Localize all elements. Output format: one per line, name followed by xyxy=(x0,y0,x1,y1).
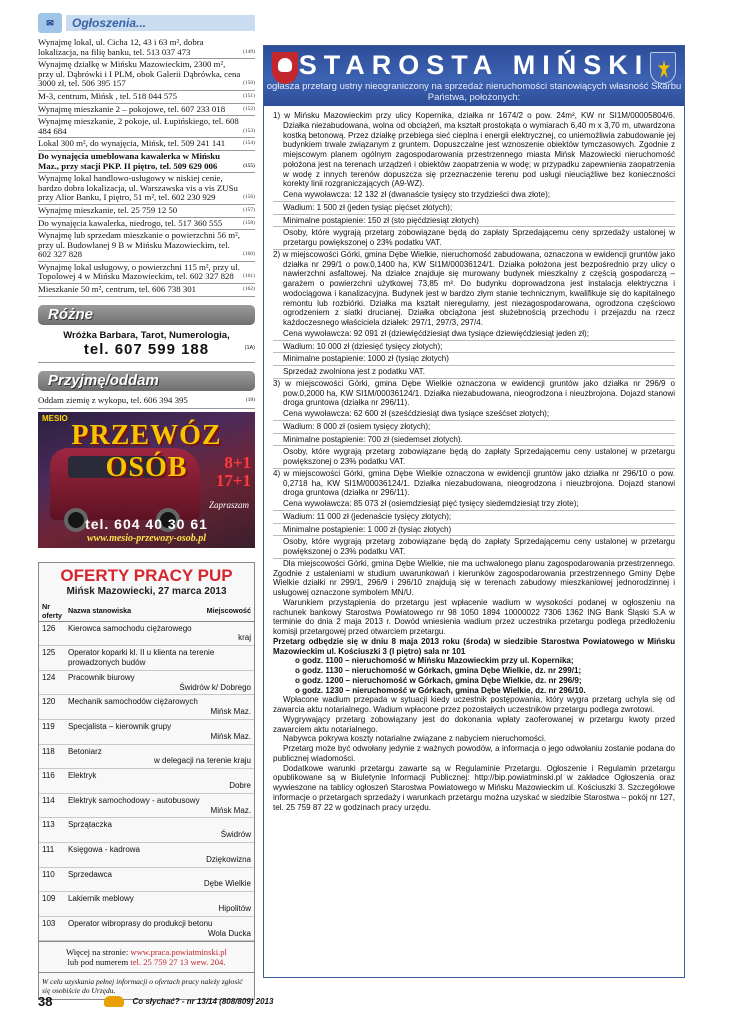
classified-ad-number: (152) xyxy=(243,105,255,112)
offer-location: Wola Ducka xyxy=(208,928,251,938)
offer-number: 113 xyxy=(39,818,65,843)
bus-ad-brand: MESIO xyxy=(42,413,68,423)
notice-payment: Wygrywający przetarg zobowiązany jest do dokonania wpłaty zaoferowanej w przetargu kwoty przed zawarciem aktu notarialnego. xyxy=(273,714,675,734)
offer-position: Sprzedawca xyxy=(67,869,112,879)
classified-ad-text: Wynajmę lokal, ul. Cicha 12, 43 i 63 m², dobra lokalizacja, na filię banku, tel. 513 037 473 xyxy=(38,37,204,57)
notice-price-line: Wadium: 11 000 zł (jedenaście tysięcy złotych); xyxy=(273,511,675,524)
bus-ad-seats-small: 8+1 xyxy=(224,452,251,472)
notice-subtitle: ogłasza przetarg ustny nieograniczony na sprzedaż nieruchomości stanowiących własność Skarbu Państwa, położonych: xyxy=(266,81,682,103)
offer-position: Pracownik biurowy xyxy=(67,672,135,682)
offer-cell xyxy=(65,621,254,646)
offer-position: Elektryk xyxy=(67,771,97,781)
newspaper-icon: ✉ xyxy=(38,13,62,33)
oddam-ad-text: Oddam ziemię z wykopu, tel. 606 394 395 xyxy=(38,394,188,405)
offer-cell xyxy=(65,646,254,671)
notice-item-1: 1) w Mińsku Mazowieckim przy ulicy Kopernika, działka nr 1674/2 o pow. 24m², KW nr SI1M/00005804/6. Działka niezabudowana, wolna od obciążeń, ma kształt prostokąta o wymiarach 6,40 m x 3,70 m, utwardzona kostką betonową. Przez działkę przebiega sieć cieplna i energii elektrycznej, co uniemożliwia zabudowanie jej budynkiem trwale związanym z gruntem. Dopuszczalne jest wznoszenie obiektów tymczasowych. Zgodnie z miejscowym planem ogólnym zagospodarowania przestrzennego miasta Mińsk Mazowiecki nieruchomość położona jest na terenach urządzeń i obiektów zaopatrzenia w wodę; w przypadku zapewnienia zaopatrzenia w wodę z innych terenów dopuszcza się przeznaczenie terenu pod usługi nieuciążliwe bez konieczności korekty linii rozgraniczających (A9-WZ). xyxy=(273,111,675,189)
offer-cell xyxy=(65,892,254,917)
notice-price-line: Cena wywoławcza: 12 132 zł (dwanaście tysięcy sto trzydzieści dwa złote); xyxy=(273,189,675,202)
classified-ad-number: (157) xyxy=(243,206,255,213)
auction-schedule-item: o godz. 1200 – nieruchomość w Górkach, gmina Dębe Wielkie, dz. nr 296/9; xyxy=(295,675,582,685)
table-row xyxy=(39,818,254,843)
classified-ad-text: Do wynajęcia kawalerka, niedrogo, tel. 517 360 555 xyxy=(38,217,223,228)
classified-ad-number: (156) xyxy=(243,194,255,201)
offer-location: Mińsk Maz. xyxy=(210,707,251,717)
classified-ad-number: (158) xyxy=(243,219,255,226)
table-row xyxy=(39,720,254,745)
classified-ad-text: Do wynajęcia umeblowana kawalerka w Mińsku Maz., przy stacji PKP. II piętro, tel. 509 629 006 xyxy=(38,150,221,171)
auction-schedule-item: o godz. 1130 – nieruchomość w Górkach, gmina Dębe Wielkie, dz. nr 299/1; xyxy=(295,666,582,675)
notice-price-line: Osoby, które wygrają przetarg zobowiązane będą do zapłaty Sprzedającemu ceny ustalonej w przetargu powiększonej o 23% podatku VAT. xyxy=(273,446,675,469)
offer-position: Elektryk samochodowy - autobusowy xyxy=(67,795,200,805)
classified-ad xyxy=(38,138,255,151)
oddam-ad-number: (18) xyxy=(245,396,255,403)
table-row xyxy=(39,769,254,794)
notice-body xyxy=(264,106,684,812)
tarot-ad-number: (1A) xyxy=(244,344,255,351)
col-header-location: Miejscowość xyxy=(171,601,254,622)
auction-schedule-item: o godz. 1100 – nieruchomość w Mińsku Mazowieckim przy ul. Kopernika; xyxy=(295,656,574,666)
job-offers-header-row xyxy=(39,601,254,622)
job-offers-info: W celu uzyskania pełnej informacji o ofertach pracy należy zgłosić się osobiście do Urzędu. xyxy=(39,972,254,999)
tarot-ad-line1: Wróżka Barbara, Tarot, Numerologia, xyxy=(63,329,230,341)
offer-position: Księgowa - kadrowa xyxy=(67,845,141,854)
notice-item-4: 4) w miejscowości Górki, gmina Dębe Wielkie oznaczona w ewidencji gruntów jako działka nr 296/10 o pow. 0,2718 ha, KW SI1M/00036124/1. Działka niezabudowana, nieogrodzona i nieuzbrojona. Dojazd stanowi droga gruntowa (działka nr 296/11). xyxy=(273,468,675,498)
classified-ad xyxy=(38,284,255,297)
offer-number: 118 xyxy=(39,744,65,769)
tarot-ad-phone: tel. 607 599 188 xyxy=(83,340,210,358)
offer-number: 126 xyxy=(39,621,65,646)
offer-location: Świdrów xyxy=(220,830,251,840)
classified-ad-number: (162) xyxy=(243,286,255,293)
notice-additional-info: Dodatkowe warunki przetargu zawarte są w Regulaminie Przetargu. Ogłoszenie i Regulamin przetargu opublikowane są w Biuletynie Informacji Publicznej: http://bip.powiatminski.pl w zakładce Ogłoszenia oraz wywieszone na tablicy ogłoszeń Starostwa Powiatowego w Mińsku Mazowieckim ul. Kościuszki 3. Szczegółowe informacje o przetargach sprzedaży i warunkach przetargu można uzyskać w siedzibie Starostwa – pokój nr 127, tel. 25 759 87 22 w godzinach pracy urzędu. xyxy=(273,763,675,812)
notice-plan-info: Dla miejscowości Górki, gmina Dębe Wielkie, nie ma uchwalonego planu zagospodarowania przestrzennego. Zgodnie z ustaleniami w studium uwarunkowań i kierunków zagospodarowania przestrzennego Gminy Dębe Wielkie działki nr 299/1, 296/9 i 296/10 znajdują się w terenach zabudowy mieszkaniowej jednorodzinnej i usługowej oznaczone symbolem MN/U. xyxy=(273,558,675,597)
table-row xyxy=(39,744,254,769)
tarot-ad xyxy=(38,330,255,363)
offer-location: w delegacji na terenie kraju xyxy=(154,756,251,766)
classified-ad xyxy=(38,173,255,205)
offer-number: 125 xyxy=(39,646,65,671)
classified-ad xyxy=(38,59,255,91)
bus-ad-seats-large: 17+1 xyxy=(215,470,251,490)
more-prefix: Więcej na stronie: xyxy=(66,947,131,958)
notice-notary-costs: Nabywca pokrywa koszty notarialne związane z nabyciem nieruchomości. xyxy=(283,734,546,744)
classified-ad-number: (150) xyxy=(243,80,255,87)
classified-ad xyxy=(38,218,255,231)
offer-location: Świdrów k/ Dobrego xyxy=(179,682,251,692)
offer-position: Operator koparki kl. II u klienta na terenie prowadzonych budów xyxy=(67,648,215,668)
offer-number: 124 xyxy=(39,670,65,695)
classified-ad xyxy=(38,104,255,117)
table-row xyxy=(39,793,254,818)
job-offers-more xyxy=(39,941,254,972)
notice-price-line: Cena wywoławcza: 85 073 zł (osiemdziesiąt pięć tysięcy siedemdziesiąt trzy złote); xyxy=(273,498,675,511)
classified-ad-number: (149) xyxy=(243,48,255,55)
section-rozne: Różne xyxy=(38,305,255,325)
classified-ads-list xyxy=(38,37,255,297)
more-phone-prefix: lub pod numerem xyxy=(67,957,131,968)
offer-location: Dziękowizna xyxy=(206,854,251,864)
offer-number: 111 xyxy=(39,843,65,868)
classified-ad-text: M-3, centrum, Mińsk , tel. 518 044 575 xyxy=(38,90,178,101)
offer-number: 119 xyxy=(39,720,65,745)
notice-cancellation: Przetarg może być odwołany jedynie z ważnych powodów, a informacja o jego odwołaniu zostanie podana do publicznej wiadomości. xyxy=(273,744,675,763)
table-row xyxy=(39,670,254,695)
notice-auction-date: Przetarg odbędzie się w dniu 8 maja 2013 roku (środa) w siedzibie Starostwa Powiatowego w Mińsku Mazowieckim ul. Kościuszki 3 (I piętro) sala nr 101 xyxy=(273,636,675,656)
notice-banner xyxy=(264,46,684,106)
notice-price-line: Minimalne postąpienie: 150 zł (sto pięćdziesiąt złotych) xyxy=(273,215,675,228)
offer-number: 109 xyxy=(39,892,65,917)
job-offers-box xyxy=(38,562,255,1001)
classified-ad-number: (160) xyxy=(243,251,255,258)
section-przyjme-oddam: Przyjmę/oddam xyxy=(38,371,255,391)
classified-ad-number: (154) xyxy=(243,140,255,147)
offer-cell xyxy=(65,867,254,892)
notice-item-3: 3) w miejscowości Górki, gmina Dębe Wielkie oznaczona w ewidencji gruntów jako działka nr 296/9 o pow.0,2000 ha, KW SI1M/00036124/1. Działka niezabudowana, nieogrodzona i nieuzbrojona. Dojazd stanowi droga gruntowa (działka nr 296/11). xyxy=(273,378,675,408)
notice-price-line: Wadium: 10 000 zł (dziesięć tysięcy złotych); xyxy=(273,341,675,354)
bus-ad-phone: tel. 604 40 30 61 xyxy=(85,515,208,532)
table-row xyxy=(39,695,254,720)
classified-ad xyxy=(38,91,255,104)
auction-schedule-item: o godz. 1230 – nieruchomość w Górkach, gmina Dębe Wielkie, dz. nr 296/10. xyxy=(295,685,586,695)
offer-position: Sprzątaczka xyxy=(67,820,112,830)
ads-header-title: Ogłoszenia... xyxy=(66,15,255,31)
notice-price-line: Osoby, które wygrają przetarg zobowiązane będą do zapłaty Sprzedającemu ceny ustalonej w przetargu powiększonej o 23% podatku VAT. xyxy=(273,536,675,559)
bus-ad-website: www.mesio-przewozy-osob.pl xyxy=(86,532,207,544)
classified-ad-text: Wynajmę lokal usługowy, o powierzchni 115 m², przy ul. Topolowej 4 w Mińsku Mazowieckim, tel. 602 327 828 xyxy=(38,261,240,282)
offer-cell xyxy=(65,769,254,794)
table-row xyxy=(39,843,254,868)
starosta-notice xyxy=(263,45,685,978)
left-column xyxy=(38,12,255,996)
classified-ad-number: (155) xyxy=(243,162,255,169)
classified-ad xyxy=(38,262,255,284)
table-row xyxy=(39,867,254,892)
offer-location: Dobre xyxy=(229,781,251,791)
notice-title: STAROSTA MIŃSKI xyxy=(298,50,650,80)
classified-ad-text: Wynajmę lokal handlowo-usługowy w niskiej cenie, bardzo dobra lokalizacja, ul. Warszawska vis a vis ZUSu przy Alior Banku, I piętro, 51 m², tel. 602 230 929 xyxy=(38,173,238,203)
classified-ad xyxy=(38,37,255,59)
classified-ad xyxy=(38,116,255,138)
bus-ad-invite: Zapraszam xyxy=(208,499,249,510)
job-offers-table xyxy=(39,601,254,942)
notice-price-line: Wadium: 8 000 zł (osiem tysięcy złotych); xyxy=(273,421,675,434)
bus-transport-ad xyxy=(38,412,255,548)
notice-item-2: 2) w miejscowości Górki, gmina Dębe Wielkie, nieruchomość zabudowana, oznaczona w ewidencji gruntów jako działka nr 299/1 o pow.0,1400 ha, KW SI1M/00036124/1. Działka położona jest bezpośrednio przy ulicy o nawierzchni asfaltowej. Na działce znajduje się murowany budynek mieszkalny z częścią gospodarczą – garażem o powierzchni użytkowej 73,85 m². Do budynku doprowadzona jest instalacja elektryczna i wodociągowa i kanalizacyjna. Budynek jest w bardzo złym stanie technicznym, kwalifikuje się do kapitalnego remontu lub rozbiórki. Działka ma kształt nieregularny, jest niezagospodarowana, ogrodzona częściowo ogrodzeniem z siatki drucianej. Działka obciążona jest służebnością przechodu i przejazdu na rzecz każdoczesnego właściciela działek: 297/1, 297/3, 297/4. xyxy=(273,249,675,327)
classified-ad-number: (151) xyxy=(243,92,255,99)
job-offers-link[interactable]: www.praca.powiatminski.pl xyxy=(130,947,227,958)
job-offers-phone: tel. 25 759 27 13 wew. 204. xyxy=(130,957,226,968)
classified-ad-text: Wynajmę lub sprzedam mieszkanie o powierzchni 56 m², przy ul. Budowlanej 9 B w Mińsku Mazowieckim, tel. 602 327 828 xyxy=(38,230,240,260)
col-header-name: Nazwa stanowiska xyxy=(65,601,171,622)
offer-position: Betoniarz xyxy=(67,746,102,756)
classified-ad-text: Wynajmę mieszkanie 2 – pokojowe, tel. 607 233 018 xyxy=(38,103,226,114)
offer-location: Mińsk Maz. xyxy=(210,805,251,815)
table-row xyxy=(39,916,254,941)
offer-cell xyxy=(65,843,254,868)
offer-number: 114 xyxy=(39,793,65,818)
offer-number: 116 xyxy=(39,769,65,794)
classified-ad-text: Wynajmę mieszkanie, tel. 25 759 12 50 xyxy=(38,204,178,215)
offer-position: Mechanik samochodów ciężarowych xyxy=(67,697,198,707)
bus-ad-title: PRZEWÓZ OSÓB xyxy=(71,419,222,483)
notice-price-line: Cena wywoławcza: 62 600 zł (sześćdziesiąt dwa tysiące sześćset złotych); xyxy=(273,408,675,421)
classified-ad xyxy=(38,151,255,173)
offer-location: Hipolitów xyxy=(218,903,251,913)
notice-price-line: Cena wywoławcza: 92 091 zł (dziewięćdziesiąt dwa tysiące dziewięćdziesiąt jeden zł); xyxy=(273,328,675,341)
classified-ad-text: Wynajmę mieszkanie, 2 pokoje, ul. Łupińskiego, tel. 608 484 684 xyxy=(38,116,239,136)
notice-price-line: Sprzedaż zwolniona jest z podatku VAT. xyxy=(273,366,675,379)
table-row xyxy=(39,621,254,646)
offer-location: Dębe Wielkie xyxy=(203,879,251,889)
offer-position: Operator wibroprasy do produkcji betonu xyxy=(67,918,213,928)
offer-location: kraj xyxy=(238,633,251,643)
offer-position: Kierowca samochodu ciężarowego xyxy=(67,623,192,633)
offer-cell xyxy=(65,793,254,818)
offer-cell xyxy=(65,695,254,720)
job-offers-title: OFERTY PRACY PUP xyxy=(60,565,233,585)
classified-ad-number: (161) xyxy=(243,273,255,280)
classified-ad xyxy=(38,205,255,218)
offer-position: Lakiernik meblowy xyxy=(67,894,134,904)
offer-cell xyxy=(65,916,254,941)
offer-cell xyxy=(65,670,254,695)
offer-cell xyxy=(65,720,254,745)
notice-price-line: Minimalne postąpienie: 1 000 zł (tysiąc złotych) xyxy=(273,524,675,537)
offer-number: 110 xyxy=(39,867,65,892)
notice-price-line: Minimalne postąpienie: 700 zł (siedemset złotych). xyxy=(273,434,675,447)
classified-ad-number: (153) xyxy=(243,127,255,134)
col-header-nr: Nr oferty xyxy=(39,601,65,622)
table-row xyxy=(39,646,254,671)
notice-deposit-info: Warunkiem przystąpienia do przetargu jest wpłacenie wadium w wysokości podanej w ogłoszeniu na rachunek bankowy Starostwa Powiatowego nr 98 1050 1894 10000022 7306 1362 ING Bank Śląski S.A w terminie do dnia 2 maja 2013 r. Dowód wniesienia wadium przez uczestnika przetargu podlega przedłożeniu komisji przetargowej przed otwarciem przetargu. xyxy=(273,597,675,636)
notice-price-line: Osoby, które wygrają przetarg zobowiązane będą do zapłaty Sprzedającemu ceny sprzedaży ustalonej w przetargu powiększonej o 23% podatku VAT. xyxy=(273,227,675,250)
magazine-logo-icon xyxy=(104,996,124,1007)
offer-number: 103 xyxy=(39,916,65,941)
classified-ad-text: Wynajmę działkę w Mińsku Mazowieckim, 2300 m², przy ul. Dąbrówki i I PLM, obok Galerii Dąbrówka, cena 3000 zł, tel. 506 395 157 xyxy=(38,59,241,89)
page-number: 38 xyxy=(38,993,53,1009)
bus-ad-seats xyxy=(216,454,251,490)
page-footer xyxy=(38,992,688,1010)
notice-price-line: Wadium: 1 500 zł (jeden tysiąc pięćset złotych); xyxy=(273,202,675,215)
offer-position: Specjalista – kierownik grupy xyxy=(67,722,172,732)
table-row xyxy=(39,892,254,917)
classified-ad-text: Mieszkanie 50 m², centrum, tel. 606 738 301 xyxy=(38,284,197,295)
offer-number: 120 xyxy=(39,695,65,720)
ads-header xyxy=(38,12,255,34)
notice-price-line: Minimalne postąpienie: 1000 zł (tysiąc złotych) xyxy=(273,353,675,366)
oddam-ad xyxy=(38,395,255,409)
offer-location: Mińsk Maz. xyxy=(210,731,251,741)
offer-cell xyxy=(65,744,254,769)
job-offers-subtitle: Mińsk Mazowiecki, 27 marca 2013 xyxy=(66,585,227,597)
notice-deposit-forfeit: Wpłacone wadium przepada w sytuacji kiedy uczestnik postępowania, który wygra przetarg uchyla się od zawarcia aktu notarialnego. Wadium wpłacone przez pozostałych uczestników przetargu podlega zwrotowi. xyxy=(273,695,675,714)
magazine-issue: Co słychać? - nr 13/14 (808/809) 2013 xyxy=(132,996,274,1006)
classified-ad xyxy=(38,230,255,262)
classified-ad-text: Lokal 300 m², do wynajęcia, Mińsk, tel. 509 241 141 xyxy=(38,138,226,149)
offer-cell xyxy=(65,818,254,843)
